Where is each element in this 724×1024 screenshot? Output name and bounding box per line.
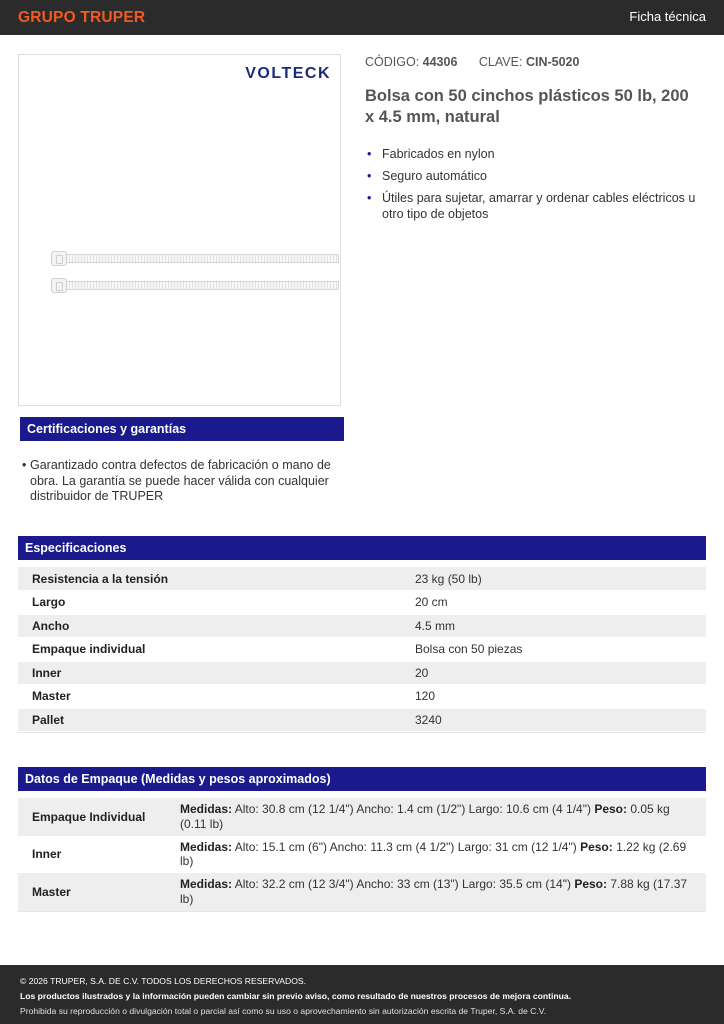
footer [0, 965, 724, 1024]
spec-value: 4.5 mm [401, 614, 706, 638]
table-row [18, 685, 706, 709]
grupo-truper-logo: GRUPO TRUPER [18, 9, 146, 26]
key-value: CIN-5020 [525, 55, 580, 69]
spec-value: 23 kg (50 lb) [401, 567, 706, 591]
spec-label: Pallet [18, 708, 401, 732]
package-measures: Alto: 30.8 cm (12 1/4") Ancho: 1.4 cm (1/2") Largo: 10.6 cm (4 1/4") [234, 802, 591, 817]
spec-value: 20 [401, 661, 706, 685]
spec-label: Largo [18, 591, 401, 615]
weight-label: Peso: [574, 877, 607, 892]
product-code-line [365, 55, 579, 69]
table-row [18, 638, 706, 662]
packaging-table [18, 798, 706, 911]
spec-label: Ancho [18, 614, 401, 638]
package-details [180, 873, 706, 911]
spec-label: Master [18, 685, 401, 709]
notice-text: Los productos ilustrados y la información pueden cambiar sin previo aviso, como resultado de nuestros procesos de mejora continua. [20, 991, 572, 1001]
measures-label: Medidas: [180, 802, 233, 817]
spec-label: Resistencia a la tensión [18, 567, 401, 591]
weight-label: Peso: [580, 839, 613, 854]
package-weight: 7.88 kg (17.37 lb) [180, 877, 688, 906]
prohibition-text: Prohibida su reproducción o divulgación total o parcial así como su uso o aprovechamiento sin autorización escrita de Truper, S.A. de C.V. [20, 1006, 547, 1016]
table-row [18, 661, 706, 685]
spec-value: 20 cm [401, 591, 706, 615]
feature-item: • Seguro automático [365, 168, 710, 184]
table-row [18, 614, 706, 638]
divider [18, 732, 706, 733]
package-label: Empaque Individual [18, 798, 180, 836]
cable-tie-image [51, 251, 339, 266]
top-header-bar [0, 0, 724, 35]
packaging-header: Datos de Empaque (Medidas y pesos aproximados) [18, 767, 706, 791]
spec-value: 3240 [401, 708, 706, 732]
warranty-text: • Garantizado contra defectos de fabricación o mano de obra. La garantía se puede hacer válida con cualquier distribuidor de TRUPER [22, 458, 342, 505]
package-details [180, 798, 706, 836]
weight-label: Peso: [594, 802, 627, 817]
table-row [18, 708, 706, 732]
package-weight: 0.05 kg (0.11 lb) [180, 802, 670, 831]
table-row [18, 591, 706, 615]
measures-label: Medidas: [180, 839, 233, 854]
copyright-text: © 2026 TRUPER, S.A. DE C.V. TODOS LOS DERECHOS RESERVADOS. [20, 976, 307, 986]
key-label: CLAVE: [478, 55, 523, 69]
product-image [18, 54, 341, 406]
spec-value: 120 [401, 685, 706, 709]
package-details [180, 836, 706, 874]
feature-item: • Fabricados en nylon [365, 146, 710, 162]
table-row [18, 836, 706, 874]
spec-label: Inner [18, 661, 401, 685]
code-value: 44306 [422, 55, 458, 69]
table-row [18, 873, 706, 911]
package-weight: 1.22 kg (2.69 lb) [180, 839, 687, 869]
spec-label: Empaque individual [18, 638, 401, 662]
divider [18, 911, 706, 912]
certifications-header: Certificaciones y garantías [20, 417, 344, 441]
feature-item: • Útiles para sujetar, amarrar y ordenar cables eléctricos u otro tipo de objetos [365, 190, 710, 222]
product-title: Bolsa con 50 cinchos plásticos 50 lb, 200 x 4.5 mm, natural [365, 87, 689, 126]
cable-tie-image [51, 278, 339, 293]
volteck-logo: VOLTECK [245, 65, 331, 82]
measures-label: Medidas: [180, 877, 233, 892]
package-label: Master [18, 873, 180, 911]
table-row [18, 567, 706, 591]
package-measures: Alto: 32.2 cm (12 3/4") Ancho: 33 cm (13") Largo: 35.5 cm (14") [234, 877, 571, 892]
specifications-header: Especificaciones [18, 536, 706, 560]
specifications-table [18, 567, 706, 732]
spec-value: Bolsa con 50 piezas [401, 638, 706, 662]
table-row [18, 798, 706, 836]
document-type-label: Ficha técnica [629, 9, 706, 24]
package-label: Inner [32, 847, 62, 861]
package-measures: Alto: 15.1 cm (6") Ancho: 11.3 cm (4 1/2") Largo: 31 cm (12 1/4") [234, 839, 577, 854]
feature-list [365, 146, 710, 228]
code-label: CÓDIGO: [365, 55, 420, 69]
